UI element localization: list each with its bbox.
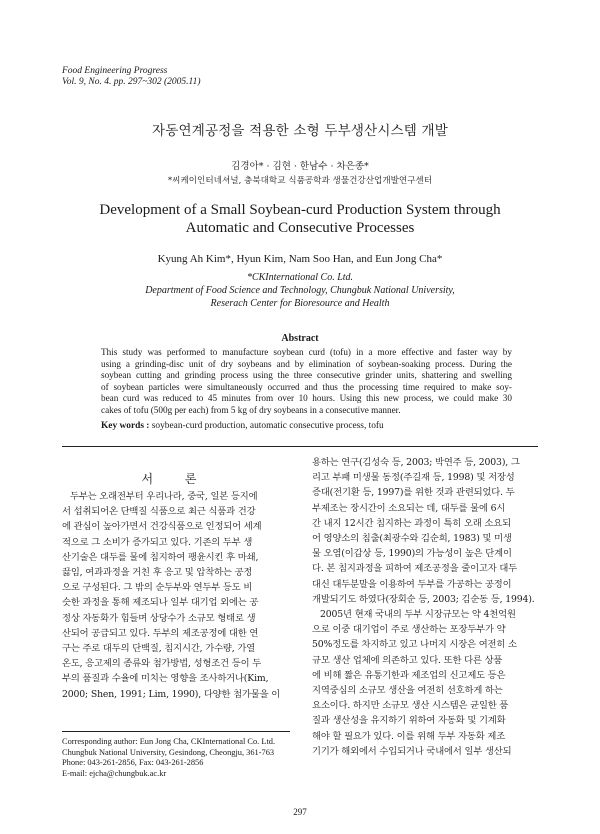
body-line: 서 섭취되어온 단백질 식품으로 최근 식품과 건강 xyxy=(62,506,256,518)
correspondence-line: E-mail: ejcha@chungbuk.ac.kr xyxy=(62,768,167,778)
body-line: 에 비해 짧은 유통기한과 제조업의 신고제도 등은 xyxy=(312,669,506,681)
body-line: 해야 할 필요가 있다. 이를 위해 두부 자동화 제조 xyxy=(312,730,506,742)
body-line: 산되어 공급되고 있다. 두부의 제조공정에 대한 연 xyxy=(62,627,259,639)
body-line: 다. 본 침지과정을 피하여 제조공정을 줄이고자 대두 xyxy=(312,563,518,575)
journal-volume: Vol. 9, No. 4. pp. 297~302 (2005.11) xyxy=(62,77,201,87)
abstract-line: bean curd was reduced to 45 minutes from over 10 hours. Using this new process, we could make 30 xyxy=(101,393,512,404)
footnote-divider xyxy=(62,731,290,732)
keywords-text: soybean-curd production, automatic consecutive process, tofu xyxy=(151,421,384,431)
body-line: 부제조는 장시간이 소요되는 데, 대두를 물에 6시 xyxy=(312,502,506,514)
body-line: 슷한 과정을 통해 제조되나 일부 대기업 외에는 공 xyxy=(62,597,259,609)
abstract-line: This study was performed to manufacture soybean curd (tofu) in a more effective and faster way by xyxy=(101,347,512,357)
keywords-label: Key words : xyxy=(101,421,150,431)
correspondence-line: Chungbuk National University, Gesindong, Cheongju, 361-763 xyxy=(62,747,275,757)
body-line: 구는 주로 대두의 단백질, 침지시간, 가수량, 가열 xyxy=(62,643,256,655)
section-divider xyxy=(62,446,538,447)
keywords xyxy=(101,421,384,431)
body-line: 정상 자동화가 힘들며 상당수가 소규모 형태로 생 xyxy=(62,612,256,624)
page-number: 297 xyxy=(293,807,307,817)
korean-authors: 김경아* · 김현 · 한남수 · 차은종* xyxy=(231,161,369,172)
body-line: 용하는 연구(김성숙 등, 2003; 박연주 등, 2003), 그 xyxy=(312,457,520,468)
abstract-line: soybean cutting and grinding process using the three consecutive grinder units, shattering and swelling xyxy=(101,370,512,381)
body-line: 증대(전기환 등, 1997)를 위한 것과 관련되었다. 두 xyxy=(312,487,515,499)
english-title xyxy=(0,201,600,237)
body-line: 지역중심의 소규모 생산을 여전히 선호하게 하는 xyxy=(312,685,503,697)
body-line: 적으로 그 소비가 증가되고 있다. 기존의 두부 생 xyxy=(62,536,253,548)
body-line: 리고 부패 미생물 동정(주길재 등, 1998) 및 저장성 xyxy=(312,472,515,484)
journal-header xyxy=(62,66,201,88)
body-line: 2000; Shen, 1991; Lim, 1990), 다양한 첨가물을 이 xyxy=(62,688,281,700)
english-title-line: Development of a Small Soybean-curd Production System through xyxy=(99,202,501,218)
abstract-body xyxy=(101,347,512,417)
body-line: 개발되기도 하였다(장회순 등, 2003; 김순동 등, 1994). xyxy=(312,593,535,605)
body-line: 기기가 해외에서 수입되거나 국내에서 일부 생산되 xyxy=(312,745,512,757)
affiliation-line: Department of Food Science and Technology, Chungbuk National University, xyxy=(145,285,455,296)
body-line: 에 관심이 높아가면서 건강식품으로 인정되어 세계 xyxy=(62,521,262,533)
korean-title: 자동연계공정을 적용한 소형 두부생산시스템 개발 xyxy=(151,123,449,139)
left-column xyxy=(62,489,291,702)
english-title-line: Automatic and Consecutive Processes xyxy=(185,220,415,236)
body-line: 으로 이중 대기업이 주로 생산하는 포장두부가 약 xyxy=(312,624,506,636)
abstract-line: using a grinding-disc unit of dry soybeans and by elimination of soybean-soaking process. During the xyxy=(101,358,512,369)
body-line: 질과 생산성을 유지하기 위하여 자동화 및 기계화 xyxy=(312,715,506,727)
correspondence-footnote xyxy=(62,737,302,779)
body-line: 규모 생산 업체에 의존하고 있다. 또한 다른 상품 xyxy=(312,654,503,666)
body-line: 두부는 오래전부터 우리나라, 중국, 일본 등지에 xyxy=(70,491,258,502)
body-line: 산기술은 대두를 물에 침지하여 팽윤시킨 후 마쇄, xyxy=(62,551,259,563)
journal-name: Food Engineering Progress xyxy=(62,66,168,76)
correspondence-line: Phone: 043-261-2856, Fax: 043-261-2856 xyxy=(62,758,204,767)
body-line: 요소이다. 하지만 소규모 생산 시스템은 균일한 품 xyxy=(312,700,509,712)
body-line: 2005년 현재 국내의 두부 시장규모는 약 4천억원 xyxy=(320,609,516,621)
body-line: 물 오염(이갑상 등, 1990)의 가능성이 높은 단계이 xyxy=(312,548,512,560)
body-line: 온도, 응고제의 종류와 첨가방법, 성형조건 등이 두 xyxy=(62,658,262,670)
body-line: 간 내지 12시간 침지하는 과정이 특히 오래 소요되 xyxy=(312,517,511,529)
body-line: 부의 품질과 수율에 미치는 영향을 조사하거나(Kim, xyxy=(62,673,269,685)
affiliation-line: Reserach Center for Bioresource and Health xyxy=(210,298,390,309)
korean-affiliation: *씨케이인터네셔널, 충북대학교 식품공학과 생물건강산업개발연구센터 xyxy=(167,176,433,186)
abstract-line: cakes of tofu (500g per each) from 5 kg of dry soybeans in a consecutive manner. xyxy=(101,404,401,415)
english-authors: Kyung Ah Kim*, Hyun Kim, Nam Soo Han, and Eun Jong Cha* xyxy=(157,253,443,265)
section-heading: 서 론 xyxy=(141,472,211,486)
body-line: 으로 구성된다. 그 밖의 순두부와 연두부 등도 비 xyxy=(62,582,253,594)
body-line: 어 영양소의 침출(최광수와 김순희, 1983) 및 미생 xyxy=(312,533,512,545)
body-line: 끓임, 여과과정을 거친 후 응고 및 압착하는 공정 xyxy=(62,567,253,579)
english-affiliation xyxy=(0,271,600,310)
correspondence-line: Corresponding author: Eun Jong Cha, CKInternational Co. Ltd. xyxy=(62,737,276,746)
right-column xyxy=(312,455,542,759)
affiliation-line: *CKInternational Co. Ltd. xyxy=(246,272,354,283)
body-line: 대신 대두분말을 이용하여 두부를 가공하는 공정이 xyxy=(312,578,512,590)
abstract-heading: Abstract xyxy=(281,333,319,344)
abstract-line: of soybean particles were simultaneously occurred and thus the processing time required to make soy- xyxy=(101,381,512,392)
body-line: 50%정도를 차지하고 있고 나머지 시장은 여전히 소 xyxy=(312,639,517,651)
